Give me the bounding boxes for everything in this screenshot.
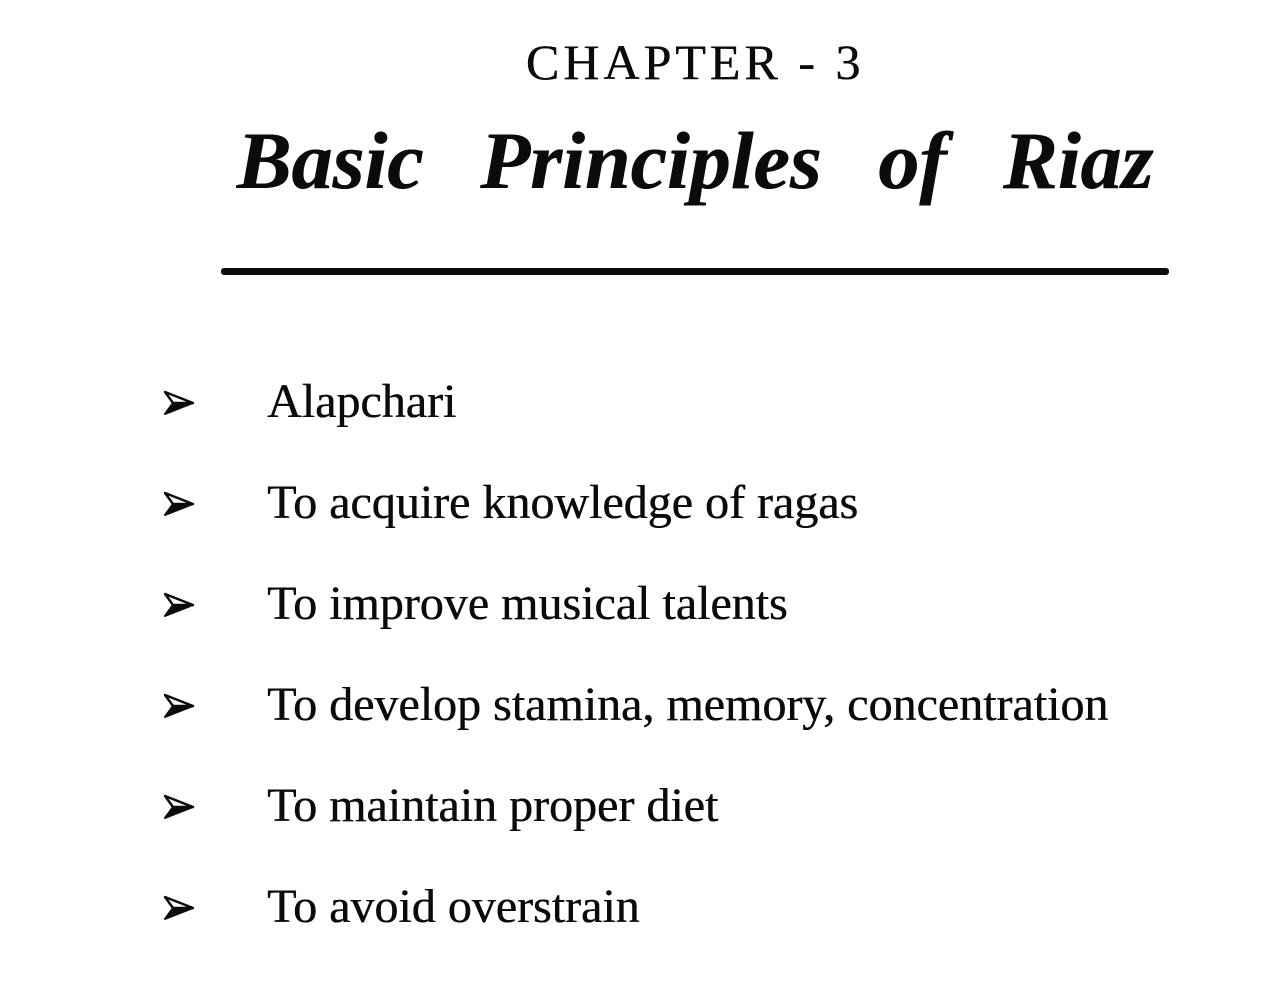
- arrowhead-right-icon: [110, 677, 267, 720]
- arrowhead-right-icon: [110, 576, 267, 619]
- page-content: [110, 0, 1280, 980]
- arrowhead-right-icon: [110, 879, 267, 922]
- list-item: [110, 879, 1280, 934]
- list-item: [110, 475, 1280, 530]
- page-title: Basic Principles of Riaz: [236, 115, 1154, 206]
- arrowhead-right-icon: [110, 374, 267, 417]
- chapter-heading: CHAPTER - 3: [525, 34, 865, 90]
- list-item-label: To improve musical talents: [267, 577, 788, 630]
- list-item-label: Alapchari: [267, 375, 457, 428]
- list-item-label: To avoid overstrain: [267, 880, 640, 933]
- list-item-label: To maintain proper diet: [267, 779, 719, 832]
- list-item: [110, 576, 1280, 631]
- list-item: [110, 374, 1280, 429]
- list-item: [110, 677, 1280, 732]
- title-underline: [221, 268, 1169, 275]
- list-item-label: To develop stamina, memory, concentration: [267, 678, 1109, 731]
- arrowhead-right-icon: [110, 475, 267, 518]
- list-item-label: To acquire knowledge of ragas: [267, 476, 859, 529]
- arrowhead-right-icon: [110, 778, 267, 821]
- principles-list: [110, 374, 1280, 934]
- list-item: [110, 778, 1280, 833]
